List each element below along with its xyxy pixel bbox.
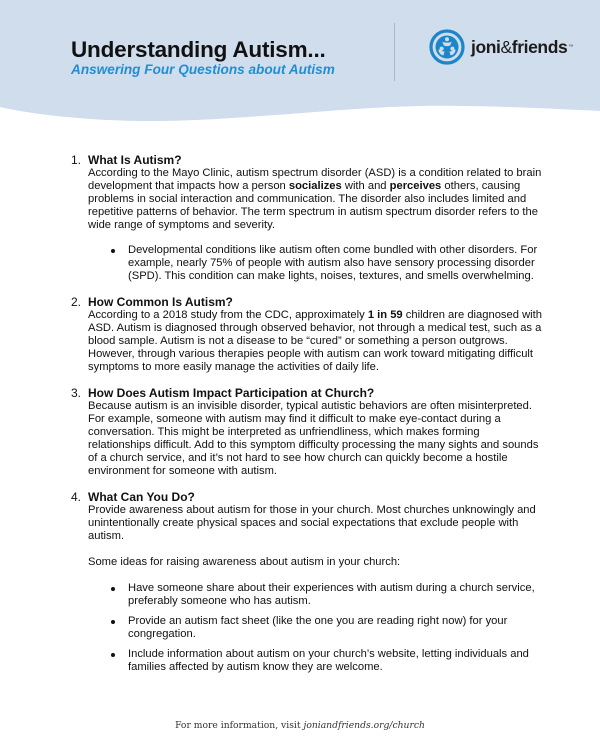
logo-text-ampersand: & — [500, 37, 512, 57]
bullet-text: Developmental conditions like autism often come bundled with other disorders. For example, nearly 75% of people with autism also have sensory processing disorder (SPD). This condition can make lights, noises, textures, and smells overwhelming. — [128, 244, 538, 282]
bullet-item — [88, 244, 542, 283]
logo-trademark: ™ — [568, 44, 573, 50]
bullet-icon — [111, 620, 115, 624]
section-paragraph: Because autism is an invisible disorder, typical autistic behaviors are often misinterpreted. For example, someone with autism may find it difficult to make eye-contact during a conversation. This might be interpreted as unfriendliness, which makes forming relationships difficult. Add to this symptom difficulty processing the many sights and sounds of a church service, and it’s not hard to see how church can quickly become a hostile environment for someone with autism. — [88, 400, 539, 477]
document-subtitle: Answering Four Questions about Autism — [71, 62, 335, 77]
section-what-is-autism — [0, 154, 600, 283]
bullet-text: Include information about autism on your church’s website, letting individuals and families affected by autism know they are welcome. — [128, 648, 529, 673]
section-paragraph: Provide awareness about autism for those in your church. Most churches unknowingly and unintentionally create physical spaces and social expectations that exclude people with autism. — [88, 504, 536, 542]
bold-term-socializes: socializes — [288, 180, 342, 192]
logo-wordmark — [471, 37, 573, 57]
text-run: According to a 2018 study from the CDC, approximately — [88, 309, 368, 321]
footer-link[interactable]: joniandfriends.org/church — [303, 720, 425, 731]
section-paragraph — [88, 167, 542, 232]
section-heading: How Common Is Autism? — [88, 295, 233, 309]
bullet-icon — [111, 587, 115, 591]
joni-and-friends-logo-icon — [429, 29, 465, 65]
bullet-list — [88, 582, 542, 674]
text-run: children are diagnosed with ASD. Autism is diagnosed through observed behavior, not through a medical test, such as a blood sample. Autism is not a disease to be “cured” or something a person outgrows. However, through various therapies people with autism can work toward mitigating difficult symptoms to more easily manage the activities of daily life. — [88, 309, 542, 373]
bullet-item — [88, 648, 542, 674]
bold-term-perceives: perceives — [389, 180, 442, 192]
text-run: others, causing problems in social interaction and communication. The disorder also includes limited and repetitive patterns of behavior. The term spectrum in autism spectrum disorder refers to the wide range of symptoms and severity. — [88, 180, 538, 231]
section-number: 1. — [71, 153, 82, 167]
section-number: 3. — [71, 386, 82, 400]
logo-text-friends: friends — [511, 37, 568, 57]
section-what-can-you-do — [0, 491, 600, 674]
joni-and-friends-logo — [429, 29, 573, 65]
section-heading: What Can You Do? — [88, 490, 195, 504]
text-run: According to the Mayo Clinic, autism spectrum disorder (ASD) is a condition related to brain development that impacts how a person — [88, 167, 542, 192]
bullet-item — [88, 615, 542, 641]
footer-note — [0, 720, 600, 731]
section-intro: Some ideas for raising awareness about autism in your church: — [88, 556, 401, 568]
bullet-text: Have someone share about their experiences with autism during a church service, preferably someone who has autism. — [128, 582, 535, 607]
section-church-impact — [0, 387, 600, 478]
document-title: Understanding Autism... — [71, 37, 326, 62]
bullet-list — [88, 244, 542, 283]
section-number: 2. — [71, 295, 82, 309]
section-heading: How Does Autism Impact Participation at Church? — [88, 386, 375, 400]
bullet-icon — [111, 249, 115, 253]
bullet-text: Provide an autism fact sheet (like the one you are reading right now) for your congregation. — [128, 615, 508, 640]
section-heading: What Is Autism? — [88, 153, 182, 167]
section-how-common — [0, 296, 600, 374]
section-number: 4. — [71, 490, 82, 504]
text-run: with and — [341, 180, 390, 192]
footer-text: For more information, visit — [175, 720, 304, 731]
bold-stat: 1 in 59 — [367, 309, 403, 321]
bullet-item — [88, 582, 542, 608]
section-paragraph — [88, 309, 542, 374]
logo-text-joni: joni — [471, 37, 501, 57]
document-body — [0, 154, 600, 674]
bullet-icon — [111, 653, 115, 657]
header-divider — [394, 23, 395, 81]
